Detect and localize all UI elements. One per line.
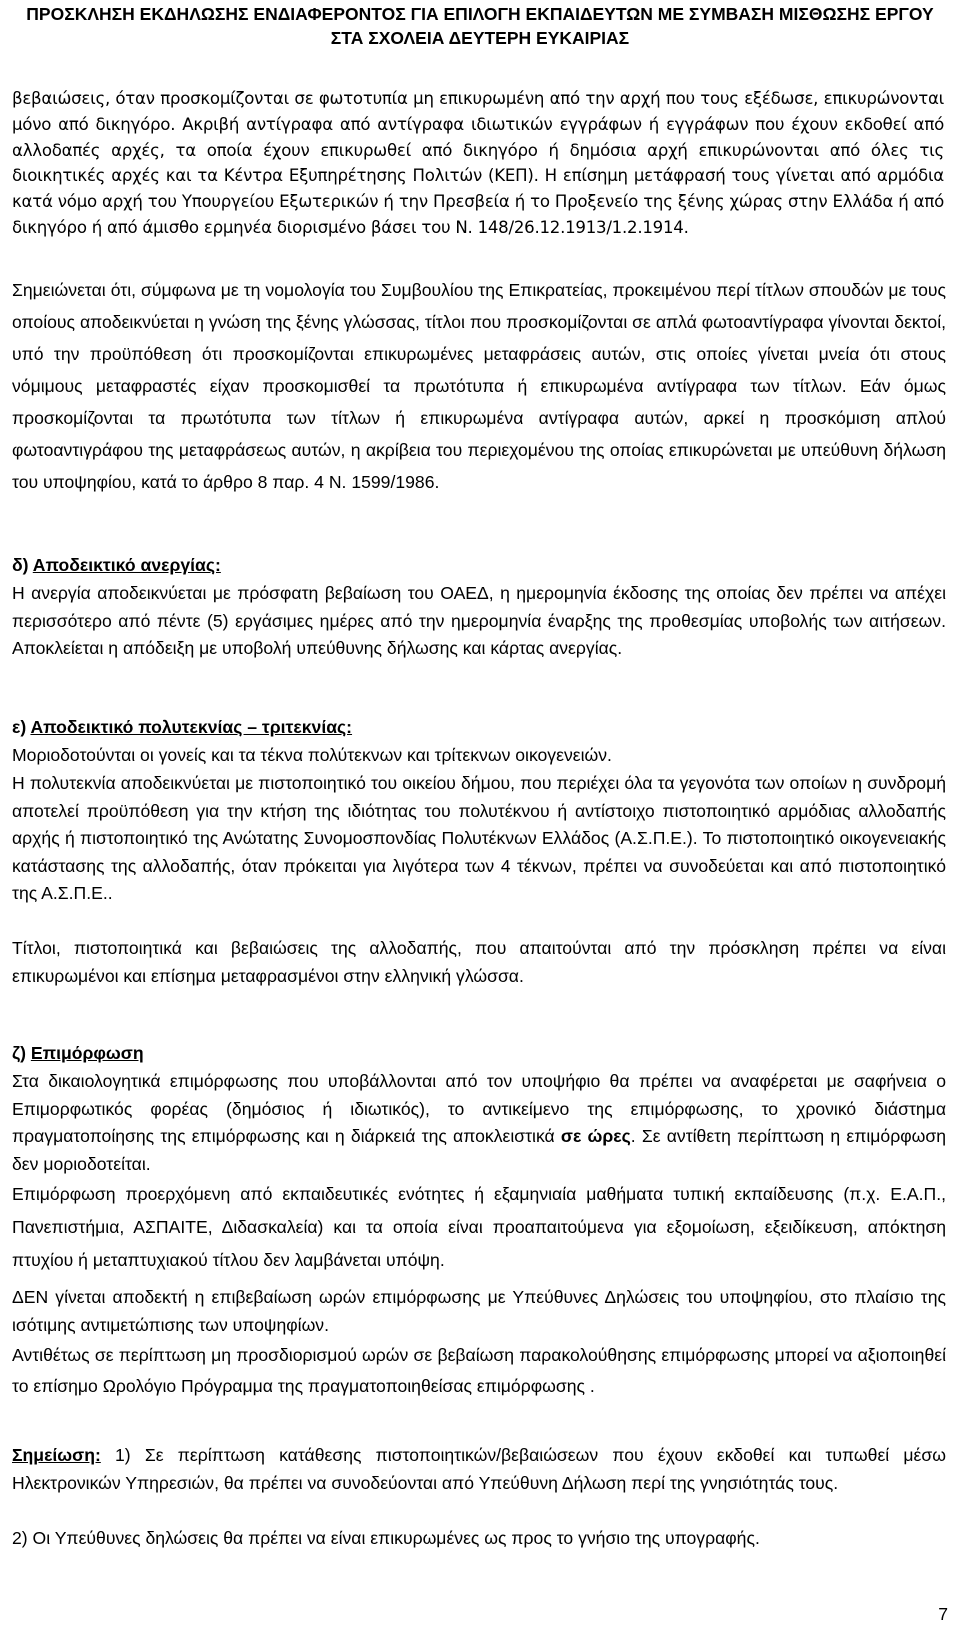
note-label: Σημείωση: [12,1445,101,1465]
section-d-heading [12,553,221,577]
paragraph-certification-copies: βεβαιώσεις, όταν προσκομίζονται σε φωτοτυπία μη επικυρωμένη από την αρχή που τους εξέδωσε, επικυρώνονται μόνο από δικηγόρο. Ακριβή αντίγραφα από αντίγραφα ιδιωτικών εγγράφων ή εγγράφων που έχουν εκδοθεί από αλλοδαπές αρχές, τα οποία έχουν επικυρωθεί από δικηγόρο ή δημόσια αρχή επικυρώνονται από όλες τις διοικητικές αρχές και τα Κέντρα Εξυπηρέτησης Πολιτών (ΚΕΠ). Η επίσημη μετάφρασή τους γίνεται από αρμόδια κατά νόμο αρχή του Υπουργείου Εξωτερικών ή την Πρεσβεία ή το Προξενείο της ξένης χώρας στην Ελλάδα ή από δικηγόρο ή από άμισθο ερμηνέα διορισμένο βάσει του Ν. 148/26.12.1913/1.2.1914. [12,89,944,237]
section-z-text-2: Επιμόρφωση προερχόμενη από εκπαιδευτικές ενότητες ή εξαμηνιαία μαθήματα τυπική εκπαίδευσης (π.χ. Ε.Α.Π., Πανεπιστήμια, ΑΣΠΑΙΤΕ, Διδασκαλεία) και τα οποία είναι προαπαιτούμενα για εξομοίωση, εξειδίκευση, απόκτηση πτυχίου ή μεταπτυχιακού τίτλου δεν λαμβάνεται υπόψη. [12,1184,946,1270]
section-z-text-4: Αντιθέτως σε περίπτωση μη προσδιορισμού ωρών σε βεβαίωση παρακολούθησης επιμόρφωσης μπορεί να αξιοποιηθεί το επίσημο Ωρολόγιο Πρόγραμμα της πραγματοποιηθείσας επιμόρφωσης . [12,1345,946,1396]
note-text-1: 1) Σε περίπτωση κατάθεσης πιστοποιητικών/βεβαιώσεων που έχουν εκδοθεί και τυπωθεί μέσω Ηλεκτρονικών Υπηρεσιών, θα πρέπει να συνοδεύονται από Υπεύθυνη Δήλωση περί της γνησιότητάς τους. [12,1445,946,1493]
section-e-heading [12,715,352,739]
section-z-prefix: ζ) [12,1043,31,1063]
page-header [0,2,960,50]
header-line-2: ΣΤΑ ΣΧΟΛΕΙΑ ΔΕΥΤΕΡΗ ΕΥΚΑΙΡΙΑΣ [330,28,630,48]
note-paragraph-1 [12,1442,946,1497]
page-number: 7 [938,1604,948,1624]
paragraph-language-titles-note: Σημειώνεται ότι, σύμφωνα με τη νομολογία του Συμβουλίου της Επικρατείας, προκειμένου περί τίτλων σπουδών με τους οποίους αποδεικνύεται η γνώση της ξένης γλώσσας, τίτλοι που προσκομίζονται σε απλά φωτοαντίγραφα γίνονται δεκτοί, υπό την προϋπόθεση ότι προσκομίζονται επικυρωμένες μεταφράσεις αυτών, στις οποίες γίνεται μνεία ότι στους νόμιμους μεταφραστές είχαν προσκομισθεί τα πρωτότυπα ή επικυρωμένα αντίγραφα των τίτλων. Εάν όμως προσκομίζονται τα πρωτότυπα των τίτλων ή επικυρωμένα αντίγραφα αυτών, αρκεί η προσκόμιση απλού φωτοαντιγράφου της μεταφράσεως αυτών, η ακρίβεια του περιεχομένου της οποίας επικυρώνεται με υπεύθυνη δήλωση του υποψηφίου, κατά το άρθρο 8 παρ. 4 Ν. 1599/1986. [12,280,946,492]
section-z-heading [12,1041,144,1065]
section-e-text-2: Η πολυτεκνία αποδεικνύεται με πιστοποιητικό του οικείου δήμου, που περιέχει όλα τα γεγονότα των οποίων η συνδρομή αποτελεί προϋπόθεση για την κτήση της ιδιότητας του πολυτέκνου ή αντίστοιχο πιστοποιητικό αρμόδιας αλλοδαπής αρχής ή πιστοποιητικό της Ανώτατης Συνομοσπονδίας Πολυτέκνων Ελλάδος (Α.Σ.Π.Ε.). Το πιστοποιητικό οικογενειακής κατάστασης της αλλοδαπής, όταν πρόκειται για λιγότερα των 4 τέκνων, πρέπει να συνοδεύεται και από πιστοποιητικό της Α.Σ.Π.Ε.. [12,773,946,904]
note-paragraph-2: 2) Οι Υπεύθυνες δηλώσεις θα πρέπει να είναι επικυρωμένες ως προς το γνήσιο της υπογραφής. [12,1528,760,1548]
section-z-text-1 [12,1068,946,1178]
section-e-text-1: Μοριοδοτούνται οι γονείς και τα τέκνα πολύτεκνων και τρίτεκνων οικογενειών. [12,745,612,765]
section-z-title: Επιμόρφωση [30,1043,144,1063]
section-z-text-1-b: . Σε αντίθετη περίπτωση η επιμόρφωση δεν μοριοδοτείται. [12,1126,946,1174]
header-line-1: ΠΡΟΣΚΛΗΣΗ ΕΚΔΗΛΩΣΗΣ ΕΝΔΙΑΦΕΡΟΝΤΟΣ ΓΙΑ ΕΠΙΛΟΓΗ ΕΚΠΑΙΔΕΥΤΩΝ ΜΕ ΣΥΜΒΑΣΗ ΜΙΣΘΩΣΗΣ ΕΡΓΟΥ [26,4,934,24]
section-e-text-3: Τίτλοι, πιστοποιητικά και βεβαιώσεις της αλλοδαπής, που απαιτούνται από την πρόσκληση πρέπει να είναι επικυρωμένοι και επίσημα μεταφρασμένοι στην ελληνική γλώσσα. [12,938,946,986]
section-z-text-3: ΔΕΝ γίνεται αποδεκτή η επιβεβαίωση ωρών επιμόρφωσης με Υπεύθυνες Δηλώσεις του υποψηφίου, στο πλαίσιο της ισότιμης αντιμετώπισης των υποψηφίων. [12,1287,946,1335]
section-d-text: Η ανεργία αποδεικνύεται με πρόσφατη βεβαίωση του ΟΑΕΔ, η ημερομηνία έκδοσης της οποίας δεν πρέπει να απέχει περισσότερο από πέντε (5) εργάσιμες ημέρες από την ημερομηνία έναρξης της προθεσμίας υποβολής των αιτήσεων. Αποκλείεται η απόδειξη με υποβολή υπεύθυνης δήλωσης και κάρτας ανεργίας. [12,583,946,659]
section-d-prefix: δ) [12,555,33,575]
section-d-title: Αποδεικτικό ανεργίας: [32,555,221,575]
section-z-text-1-bold: σε ώρες [560,1126,631,1147]
section-e-prefix: ε) [12,717,31,737]
section-z-text-1-a: Στα δικαιολογητικά επιμόρφωσης που υποβάλλονται από τον υποψήφιο θα πρέπει να αναφέρεται με σαφήνεια ο Επιμορφωτικός φορέας (δημόσιος ή ιδιωτικός), το αντικείμενο της επιμόρφωσης, το χρονικό διάστημα πραγματοποίησης της επιμόρφωσης και η διάρκειά της αποκλειστικά [12,1071,946,1147]
section-e-title: Αποδεικτικό πολυτεκνίας – τριτεκνίας: [30,717,353,737]
